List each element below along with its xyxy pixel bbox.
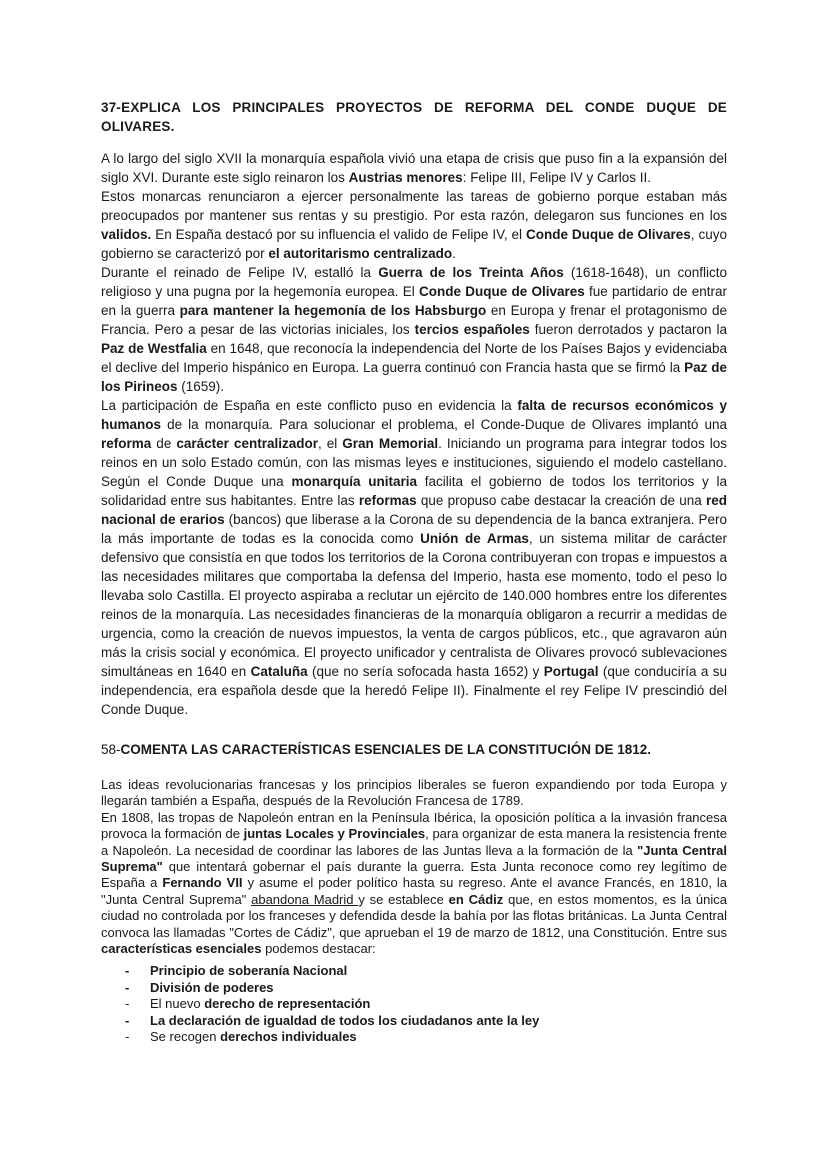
list-item-text: Se recogen — [150, 1029, 221, 1045]
bold-term: Austrias menores — [348, 170, 463, 185]
section-heading: 37-EXPLICA LOS PRINCIPALES PROYECTOS DE REFORMA DEL CONDE DUQUE DE OLIVARES. — [101, 100, 727, 134]
section-constitucion — [101, 777, 727, 1046]
bold-term: "Junta Central Suprema" — [101, 842, 727, 875]
bold-term: Conde Duque de Olivares — [525, 227, 691, 242]
paragraph — [101, 810, 727, 958]
bold-term: red nacional de erarios — [101, 493, 727, 527]
bold-term: juntas Locales y Provinciales — [243, 826, 426, 842]
bold-term: validos. — [101, 227, 152, 242]
bullet-dash: - — [125, 963, 130, 979]
text-run: que propuso cabe destacar la creación de una — [416, 493, 706, 508]
list-item — [101, 1013, 727, 1030]
text-run: . — [452, 246, 456, 261]
text-run: , para organizar de esta manera la resistencia frente a Napoleón. La necesidad de coordinar las labores de las Juntas lleva a la formación de la — [101, 826, 727, 858]
text-run: (1659). — [177, 379, 225, 394]
list-item — [101, 996, 727, 1013]
bullet-dash: - — [125, 1029, 130, 1045]
text-run: (que conduciría a su independencia, era española desde que la heredó Felipe II). Finalmente el rey Felipe IV prescindió del Conde Duque. — [101, 664, 727, 717]
text-run: En España destacó por su influencia el valido de Felipe IV, el — [151, 227, 526, 242]
text-run: La participación de España en este conflicto puso en evidencia la — [101, 398, 518, 413]
bold-term: Paz de Westfalia — [101, 341, 207, 356]
text-run: . Iniciando un programa para integrar todos los reinos en un solo Estado común, con las mismas leyes e instituciones, siguiendo el modelo castellano. Según el Conde Duque una — [101, 436, 727, 489]
section-number: 58- — [101, 742, 121, 757]
text-run: y se establece — [358, 891, 449, 907]
list-item-bold: derecho de representación — [204, 996, 371, 1012]
text-run: de — [151, 436, 177, 451]
paragraph — [101, 149, 727, 187]
bold-term: reformas — [358, 493, 417, 508]
text-run: fueron derrotados y pactaron la — [529, 322, 727, 337]
paragraph — [101, 396, 727, 719]
list-item-text: La declaración de igualdad de todos los ciudadanos ante la ley — [150, 1012, 540, 1028]
list-item-text: El nuevo — [150, 996, 205, 1012]
text-run: y asume el poder político hasta su regreso. Ante el avance Francés, en 1810, la "Junta Central Suprema" — [101, 875, 728, 907]
text-run: A lo largo del siglo XVII la monarquía española vivió una etapa de crisis que puso fin a la expansión del siglo XVI. Durante este siglo reinaron los — [101, 151, 727, 185]
bold-term: en Cádiz — [448, 891, 504, 907]
list-item-bold: derechos individuales — [220, 1029, 357, 1045]
text-run: (bancos) que liberase a la Corona de su dependencia de la banca extranjera. Pero la más importante de todas es la conocida como — [101, 512, 728, 546]
text-run: En 1808, las tropas de Napoleón entran en la Península Ibérica, la oposición política a la invasión francesa provoca la formación de — [101, 809, 727, 842]
bullet-dash: - — [125, 996, 130, 1012]
text-run: de la monarquía. Para solucionar el problema, el Conde-Duque de Olivares implantó una — [161, 417, 727, 432]
text-run: Estos monarcas renunciaron a ejercer personalmente las tareas de gobierno porque estaban más preocupados por mantener sus rentas y su prestigio. Por esta razón, delegaron sus funciones en los — [101, 189, 727, 223]
bold-term: Cataluña — [250, 664, 308, 679]
bold-term: Portugal — [543, 664, 599, 679]
paragraph: Las ideas revolucionarias francesas y los principios liberales se fueron expandiendo por toda Europa y llegarán también a España, después de la Revolución Francesa de 1789. — [101, 777, 727, 809]
bold-term: Gran Memorial — [342, 436, 439, 451]
text-run: podemos destacar: — [261, 941, 376, 957]
text-run: en 1648, que reconocía la independencia del Norte de los Países Bajos y evidenciaba el declive del Imperio hispánico en Europa. La guerra continuó con Francia hasta que se firmó la — [101, 341, 727, 375]
text-run: facilita el gobierno de todos los territorios y la solidaridad entre sus habitantes. Entre las — [101, 474, 728, 508]
bold-term: el autoritarismo centralizado — [268, 246, 453, 261]
bold-term: monarquía unitaria — [291, 474, 417, 489]
list-item — [101, 963, 727, 980]
underlined-text: abandona Madrid — [251, 891, 359, 907]
text-run: (1618-1648), un conflicto religioso y una pugna por la hegemonía europea. El — [101, 265, 727, 299]
list-item-text: División de poderes — [150, 979, 274, 995]
bold-term: Conde Duque de Olivares — [419, 284, 585, 299]
section-heading-2 — [101, 740, 727, 759]
bold-term: Unión de Armas — [420, 531, 529, 546]
bullet-dash: - — [125, 979, 130, 995]
bold-term: reforma — [101, 436, 152, 451]
bold-term: tercios españoles — [414, 322, 530, 337]
bold-term: Fernando VII — [162, 875, 243, 891]
text-run: , el — [317, 436, 343, 451]
bold-term: para mantener la hegemonía de los Habsburgo — [179, 303, 487, 318]
section-olivares — [101, 98, 727, 719]
text-run: , cuyo gobierno se caracterizó por — [101, 227, 727, 261]
bold-term: falta de recursos económicos y humanos — [101, 398, 727, 432]
text-run: fue partidario de entrar en la guerra — [101, 284, 727, 318]
bold-term: carácter centralizador — [176, 436, 318, 451]
text-run: , un sistema militar de carácter defensivo que consistía en que todos los territorios de la Corona contribuyeran con tropas e impuestos a las necesidades militares que comportaba la defensa del Imperio, hasta ese momento, todo el peso lo llevaba solo Castilla. El proyecto aspiraba a reclutar un ejército de 140.000 hombres entre los diferentes reinos de la monarquía. Las necesidades financieras de la monarquía obligaron a recurrir a medidas de urgencia, como la creación de nuevos impuestos, la venta de cargos públicos, etc., que agravaron aún más la crisis social y económica. El proyecto unificador y centralista de Olivares provocó sublevaciones simultáneas en 1640 en — [101, 531, 727, 679]
bold-term: Guerra de los Treinta Años — [378, 265, 564, 280]
bullet-dash: - — [125, 1012, 130, 1028]
list-item-text: Principio de soberanía Nacional — [150, 963, 348, 979]
list-item — [101, 980, 727, 997]
text-run: que intentará gobernar el país durante la guerra. Esta Junta reconoce como rey legítimo de España a — [101, 859, 727, 891]
text-run: (que no sería sofocada hasta 1652) y — [307, 664, 544, 679]
paragraph — [101, 263, 727, 396]
bold-term: características esenciales — [101, 941, 262, 957]
text-run: : Felipe III, Felipe IV y Carlos II. — [462, 170, 652, 185]
characteristics-list — [101, 963, 727, 1046]
paragraph — [101, 187, 727, 263]
section-title: COMENTA LAS CARACTERÍSTICAS ESENCIALES DE LA CONSTITUCIÓN DE 1812. — [120, 742, 652, 757]
list-item — [101, 1029, 727, 1046]
text-run: Durante el reinado de Felipe IV, estalló la — [101, 265, 379, 280]
text-run: en Europa y frenar el protagonismo de Francia. Pero a pesar de las victorias iniciales, los — [101, 303, 727, 337]
text-run: que, en estos momentos, es la única ciudad no controlada por los franceses y defendida desde la bahía por las flotas británicas. La Junta Central convoca las llamadas "Cortes de Cádiz", que aprueban el 19 de marzo de 1812, una Constitución. Entre sus — [101, 891, 727, 940]
bold-term: Paz de los Pirineos — [101, 360, 727, 394]
document-page — [101, 98, 727, 1046]
